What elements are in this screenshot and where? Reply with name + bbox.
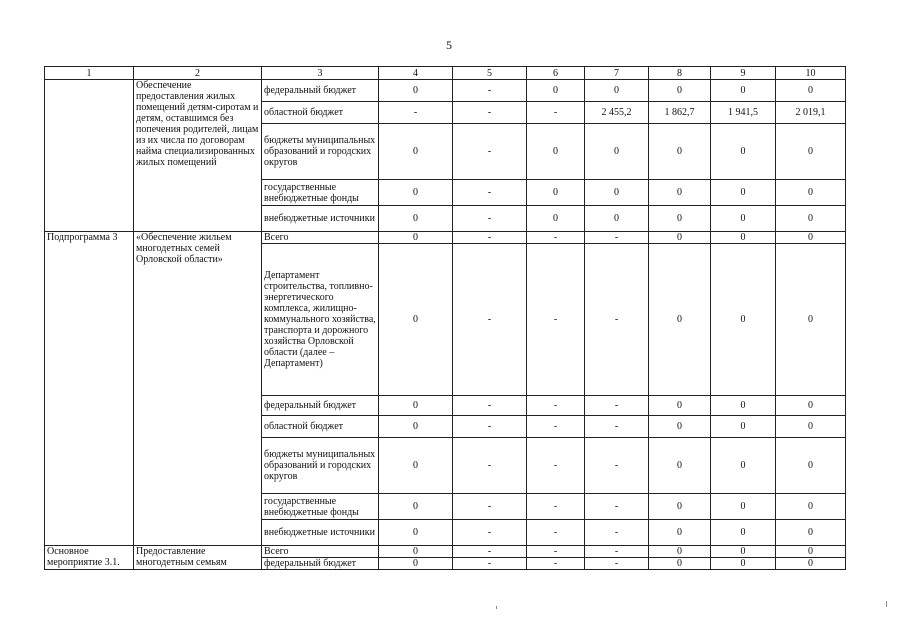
table-row: [45, 232, 846, 244]
funding-source-cell: областной бюджет: [262, 416, 379, 438]
funding-source-cell: государственные внебюджетные фонды: [262, 494, 379, 520]
value-cell: 0: [379, 438, 453, 494]
value-cell: 0: [585, 180, 649, 206]
value-cell: 0: [585, 206, 649, 232]
column-header: 6: [527, 67, 585, 80]
value-cell: 0: [776, 558, 846, 570]
value-cell: 0: [527, 124, 585, 180]
value-cell: 0: [711, 558, 776, 570]
value-cell: 0: [649, 206, 711, 232]
column-header: 1: [45, 67, 134, 80]
value-cell: 0: [711, 124, 776, 180]
value-cell: -: [585, 546, 649, 558]
value-cell: -: [453, 80, 527, 102]
funding-source-cell: бюджеты муниципальных образований и городских округов: [262, 438, 379, 494]
value-cell: -: [527, 396, 585, 416]
value-cell: 0: [711, 244, 776, 396]
value-cell: -: [527, 102, 585, 124]
value-cell: 0: [585, 80, 649, 102]
funding-source-cell: бюджеты муниципальных образований и городских округов: [262, 124, 379, 180]
value-cell: -: [453, 520, 527, 546]
value-cell: 0: [711, 546, 776, 558]
value-cell: 0: [711, 416, 776, 438]
value-cell: -: [527, 438, 585, 494]
value-cell: -: [453, 438, 527, 494]
value-cell: 0: [649, 558, 711, 570]
value-cell: 0: [776, 546, 846, 558]
value-cell: 0: [776, 494, 846, 520]
value-cell: -: [585, 438, 649, 494]
value-cell: -: [585, 494, 649, 520]
header-row: [45, 67, 846, 80]
table-row: [45, 80, 846, 102]
value-cell: 0: [649, 416, 711, 438]
column-header: 3: [262, 67, 379, 80]
value-cell: 0: [379, 416, 453, 438]
value-cell: 0: [379, 494, 453, 520]
value-cell: -: [453, 180, 527, 206]
value-cell: 1 941,5: [711, 102, 776, 124]
funding-source-cell: федеральный бюджет: [262, 558, 379, 570]
value-cell: 0: [379, 520, 453, 546]
value-cell: 0: [711, 206, 776, 232]
value-cell: 0: [649, 180, 711, 206]
value-cell: 0: [379, 232, 453, 244]
value-cell: 0: [649, 232, 711, 244]
value-cell: -: [585, 558, 649, 570]
value-cell: -: [453, 102, 527, 124]
funding-source-cell: Департамент строительства, топливно-энергетического комплекса, жилищно-коммунального хозяйства, транспорта и дорожного хозяйства Орловской области (далее – Департамент): [262, 244, 379, 396]
table-row: [45, 546, 846, 558]
program-cell: [45, 80, 134, 232]
value-cell: 0: [379, 180, 453, 206]
value-cell: 0: [776, 416, 846, 438]
value-cell: 0: [776, 124, 846, 180]
value-cell: -: [585, 416, 649, 438]
page-number: 5: [446, 38, 452, 52]
column-header: 5: [453, 67, 527, 80]
value-cell: 0: [649, 520, 711, 546]
scan-mark: [886, 601, 887, 607]
value-cell: 0: [585, 124, 649, 180]
value-cell: -: [527, 558, 585, 570]
value-cell: 0: [649, 124, 711, 180]
column-header: 7: [585, 67, 649, 80]
funding-source-cell: федеральный бюджет: [262, 396, 379, 416]
value-cell: 0: [379, 558, 453, 570]
column-header: 8: [649, 67, 711, 80]
value-cell: -: [527, 546, 585, 558]
value-cell: -: [585, 244, 649, 396]
value-cell: 0: [711, 520, 776, 546]
value-cell: 0: [379, 546, 453, 558]
value-cell: 0: [527, 206, 585, 232]
value-cell: -: [453, 558, 527, 570]
value-cell: 1 862,7: [649, 102, 711, 124]
program-cell: Подпрограмма 3: [45, 232, 134, 546]
value-cell: 0: [649, 546, 711, 558]
measure-cell: «Обеспечение жильем многодетных семей Орловской области»: [134, 232, 262, 546]
value-cell: 0: [649, 244, 711, 396]
value-cell: -: [527, 494, 585, 520]
value-cell: -: [379, 102, 453, 124]
value-cell: 0: [711, 180, 776, 206]
funding-source-cell: Всего: [262, 546, 379, 558]
funding-source-cell: внебюджетные источники: [262, 520, 379, 546]
budget-table: [44, 66, 846, 570]
scan-mark: [496, 606, 497, 609]
value-cell: 2 019,1: [776, 102, 846, 124]
measure-cell: Предоставление многодетным семьям: [134, 546, 262, 570]
value-cell: 0: [379, 124, 453, 180]
value-cell: 0: [711, 438, 776, 494]
value-cell: 0: [711, 80, 776, 102]
value-cell: 0: [711, 232, 776, 244]
value-cell: -: [585, 520, 649, 546]
column-header: 10: [776, 67, 846, 80]
value-cell: 0: [649, 438, 711, 494]
value-cell: -: [453, 396, 527, 416]
value-cell: -: [453, 244, 527, 396]
measure-cell: Обеспечение предоставления жилых помещений детям-сиротам и детям, оставшимся без попечения родителей, лицам из их числа по договорам найма специализированных жилых помещений: [134, 80, 262, 232]
value-cell: -: [453, 416, 527, 438]
value-cell: -: [585, 396, 649, 416]
value-cell: 0: [776, 180, 846, 206]
program-cell: Основное мероприятие 3.1.: [45, 546, 134, 570]
value-cell: 0: [711, 494, 776, 520]
value-cell: 0: [776, 232, 846, 244]
value-cell: 0: [776, 80, 846, 102]
value-cell: 0: [776, 244, 846, 396]
value-cell: -: [527, 416, 585, 438]
value-cell: 0: [776, 206, 846, 232]
value-cell: -: [453, 546, 527, 558]
value-cell: 0: [527, 80, 585, 102]
funding-source-cell: федеральный бюджет: [262, 80, 379, 102]
funding-source-cell: Всего: [262, 232, 379, 244]
value-cell: -: [585, 232, 649, 244]
value-cell: 0: [776, 396, 846, 416]
value-cell: 0: [379, 244, 453, 396]
value-cell: -: [527, 520, 585, 546]
value-cell: -: [527, 232, 585, 244]
value-cell: 2 455,2: [585, 102, 649, 124]
funding-source-cell: областной бюджет: [262, 102, 379, 124]
value-cell: 0: [776, 520, 846, 546]
column-header: 2: [134, 67, 262, 80]
value-cell: -: [453, 494, 527, 520]
funding-source-cell: внебюджетные источники: [262, 206, 379, 232]
value-cell: 0: [527, 180, 585, 206]
value-cell: 0: [776, 438, 846, 494]
value-cell: -: [453, 206, 527, 232]
column-header: 4: [379, 67, 453, 80]
value-cell: -: [527, 244, 585, 396]
funding-source-cell: государственные внебюджетные фонды: [262, 180, 379, 206]
value-cell: 0: [649, 396, 711, 416]
value-cell: 0: [379, 80, 453, 102]
value-cell: 0: [379, 396, 453, 416]
value-cell: -: [453, 232, 527, 244]
value-cell: 0: [649, 494, 711, 520]
value-cell: 0: [379, 206, 453, 232]
value-cell: -: [453, 124, 527, 180]
value-cell: 0: [649, 80, 711, 102]
value-cell: 0: [711, 396, 776, 416]
column-header: 9: [711, 67, 776, 80]
